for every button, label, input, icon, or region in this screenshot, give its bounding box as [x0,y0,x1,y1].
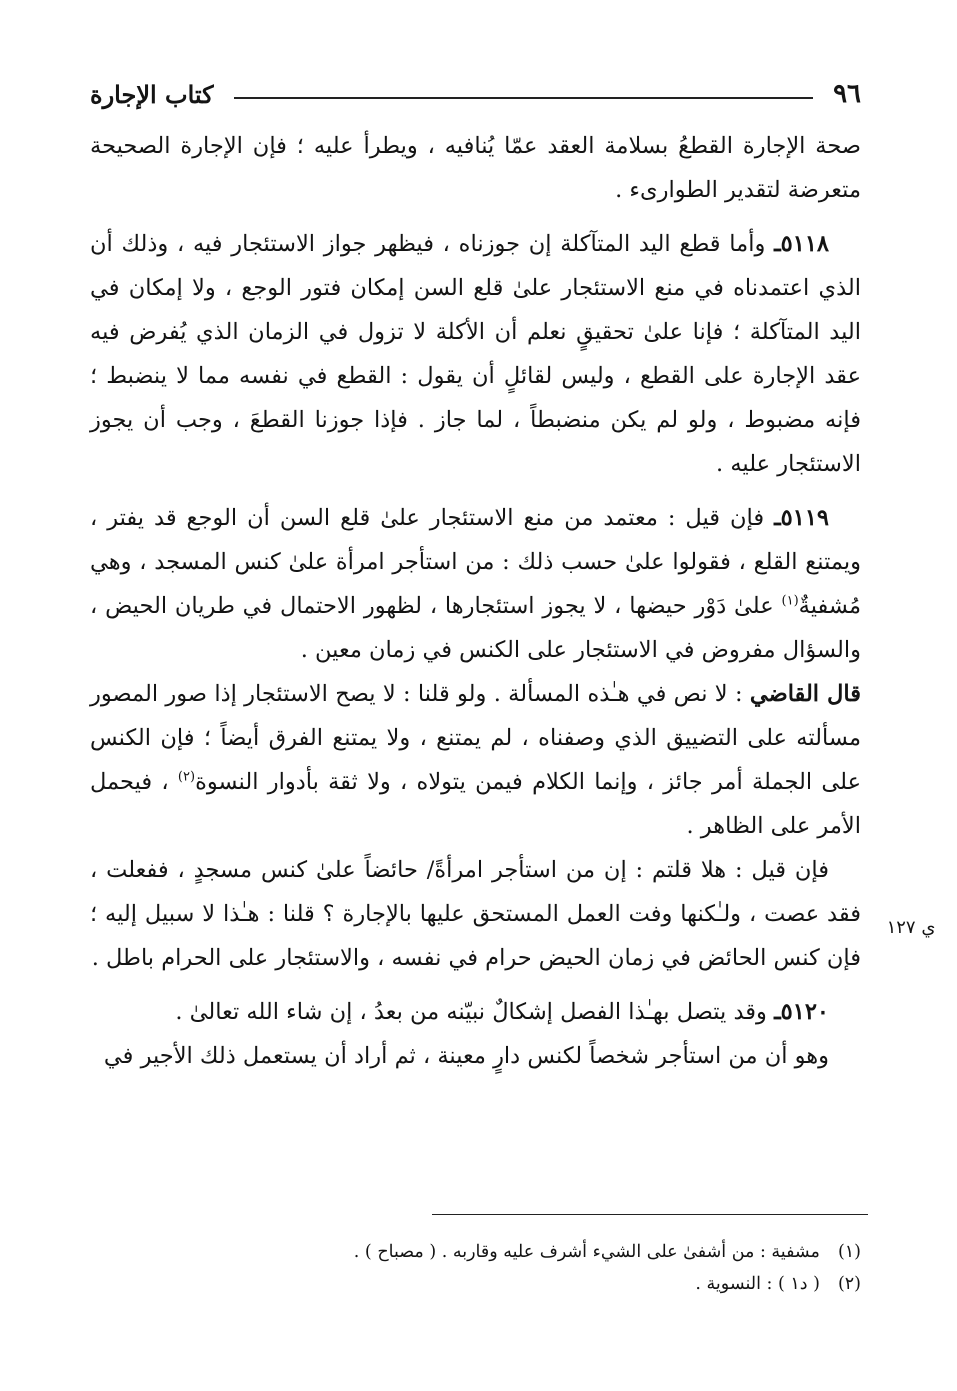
footnote-mark: (٢) [837,1274,861,1294]
paragraph-text: وهو أن من استأجر شخصاً لكنس دارٍ معينة ، ثم أراد أن يستعمل ذلك الأجير في [103,1043,829,1069]
paragraph-objection [90,848,861,980]
footnote-2 [90,1268,861,1300]
paragraph-continuation [90,124,861,212]
paragraph-text: فإن قيل : هلا قلتم : إن من استأجر امرأةً/ حائضاً علىٰ كنس مسجدٍ ، ففعلت ، فقد عصت ، ولـٰكنها وفت العمل المستحق عليها بالإجارة ؟ قلنا : هـٰذا لا سبيل إليه ؛ فإن كنس الحائض في زمان الحيض حرام في نفسه ، والاستئجار على الحرام باطل . [90,857,861,971]
paragraph-text: ، فيحمل الأمر على الظاهر . [90,769,861,839]
footnote-separator [432,1214,868,1215]
speaker-label: قال القاضي [749,681,862,707]
manuscript-folio-marker: ي ١٢٧ [886,917,936,938]
footnote-text: ( د١ ) : النسوية . [695,1274,820,1294]
footnote-mark: (١) [837,1242,861,1262]
paragraph-continues [90,1034,861,1078]
page-header [90,74,861,114]
footnotes [90,1236,861,1300]
paragraph-5120 [90,990,861,1034]
footnote-ref-1: (١) [781,593,799,609]
paragraph-5118 [90,222,861,486]
paragraph-number: ٥١١٨ـ [774,231,829,257]
paragraph-5119 [90,496,861,672]
main-text [90,124,861,1078]
paragraph-number: ٥١٢٠ـ [774,999,829,1025]
paragraph-qadi [90,672,861,848]
paragraph-text: علىٰ دَوْر حيضها ، لا يجوز استئجارها ، لظهور الاحتمال في طريان الحيض ، والسؤال مفروض في الاستئجار على الكنس في زمان معين . [90,593,861,663]
footnote-1 [90,1236,861,1268]
paragraph-text: : لا نص في هـٰذه المسألة . ولو قلنا : لا يصح الاستئجار إذا صور المصور مسألته على التضييق الذي وصفناه ، لم يمتنع ، ولا يمتنع الفرق أيضاً ؛ فإن الكنس على الجملة أمر جائز ، وإنما الكلام فيمن يتولاه ، ولا ثقة بأدوار النسوة [90,681,862,795]
paragraph-text: صحة الإجارة القطعُ بسلامة العقد عمّا يُنافيه ، ويطرأ عليه ؛ فإن الإجارة الصحيحة متعرضة لتقدير الطوارىء . [90,133,861,203]
paragraph-number: ٥١١٩ـ [774,505,829,531]
header-rule [234,97,813,99]
running-title: كتاب الإجارة [90,79,214,109]
page-number: ٩٦ [833,79,861,109]
paragraph-text: فإن قيل : معتمد من منع الاستئجار علىٰ قلع السن أن الوجع قد يفتر ، ويمتنع القلع ، فقولوا علىٰ حسب ذلك : من استأجر امرأة علىٰ كنس المسجد ، وهي مُشفيةٌ [90,505,861,619]
footnote-text: مشفية : من أشفىٰ على الشيء أشرف عليه وقاربه . ( مصباح ) . [353,1242,820,1262]
paragraph-text: وقد يتصل بهـٰذا الفصل إشكالٌ نبيّنه من بعدُ ، إن شاء الله تعالىٰ . [175,999,767,1025]
paragraph-text: وأما قطع اليد المتآكلة إن جوزناه ، فيظهر جواز الاستئجار فيه ، وذلك أن الذي اعتمدناه في منع الاستئجار علىٰ قلع السن إمكان فتور الوجع ، ولا إمكان في اليد المتآكلة ؛ فإنا علىٰ تحقيقٍ نعلم أن الأكلة لا تزول في الزمان الذي يُفرض فيه عقد الإجارة على القطع ، وليس لقائلٍ أن يقول : القطع في نفسه مما لا ينضبط ؛ فإنه مضبوط ، ولو لم يكن منضبطاً ، لما جاز . فإذا جوزنا القطعَ ، وجب أن يجوز الاستئجار عليه . [90,231,861,477]
footnote-ref-2: (٢) [177,769,196,785]
